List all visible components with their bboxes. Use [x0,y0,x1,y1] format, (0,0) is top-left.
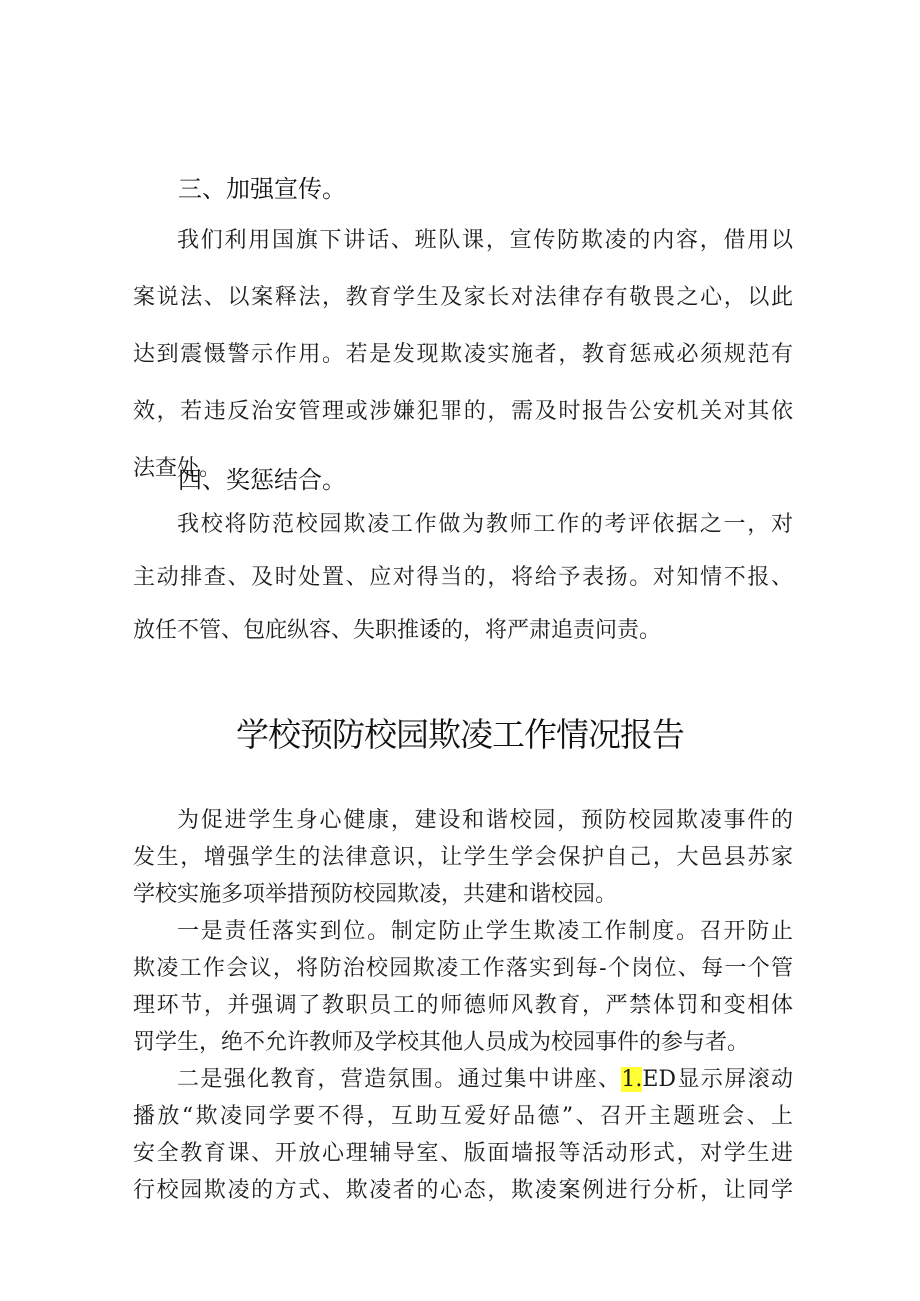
paragraph-line: 一是责任落实到位。制定防止学生欺凌工作制度。召开防止 [177,919,793,944]
paragraph-line: 我们利用国旗下讲话、班队课，宣传防欺凌的内容，借用以 [177,228,793,253]
paragraph-line: 法查处。 [133,456,222,481]
paragraph-line: 放任不管、包庇纵容、失职推诿的，将严肃追责问责。 [133,618,662,643]
section-4-paragraph [133,498,793,657]
paragraph-line: 主动排查、及时处置、应对得当的，将给予表扬。对知情不报、 [133,565,793,590]
paragraph-line: 为促进学生身心健康，建设和谐校园，预防校园欺凌事件的 [177,808,793,833]
highlighted-text: 1. [621,1067,643,1092]
paragraph-line: 我校将防范校园欺凌工作做为教师工作的考评依据之一，对 [177,512,793,537]
paragraph-line: 效，若违反治安管理或涉嫌犯罪的，需及时报告公安机关对其依 [133,399,793,424]
line-segment: ED显示屏滚动 [642,1067,793,1092]
paragraph-line: 行校园欺凌的方式、欺凌者的心态，欺凌案例进行分析，让同学 [133,1178,793,1203]
section-3-heading: 三、加强宣传。 [178,175,346,203]
paragraph-line: 欺凌工作会议，将防治校园欺凌工作落实到每-个岗位、每一个管 [133,956,793,981]
report-title: 学校预防校园欺凌工作情况报告 [236,715,684,754]
paragraph-line: 安全教育课、开放心理辅导室、版面墙报等活动形式，对学生进 [133,1141,793,1166]
paragraph-line: 达到震慑警示作用。若是发现欺凌实施者，教育惩戒必须规范有 [133,342,793,367]
line-segment: 二是强化教育，营造氛围。通过集中讲座、 [177,1067,622,1092]
paragraph-line: 播放“欺凌同学要不得，互助互爱好品德”、召开主题班会、上 [133,1104,793,1129]
paragraph-line: 案说法、以案释法，教育学生及家长对法律存有敬畏之心，以此 [133,285,793,310]
paragraph-line [133,1061,793,1098]
section-3-paragraph [133,212,793,497]
paragraph-line: 理环节，并强调了教职员工的师德师风教育，严禁体罚和变相体 [133,993,793,1018]
report-body [133,802,793,1209]
paragraph-line: 学校实施多项举措预防校园欺凌，共建和谐校园。 [133,882,618,907]
section-4-heading: 四、奖惩结合。 [178,466,346,494]
paragraph-line: 发生，增强学生的法律意识，让学生学会保护自己，大邑县苏家 [133,845,793,870]
paragraph-line: 罚学生，绝不允许教师及学校其他人员成为校园事件的参与者。 [133,1030,750,1055]
